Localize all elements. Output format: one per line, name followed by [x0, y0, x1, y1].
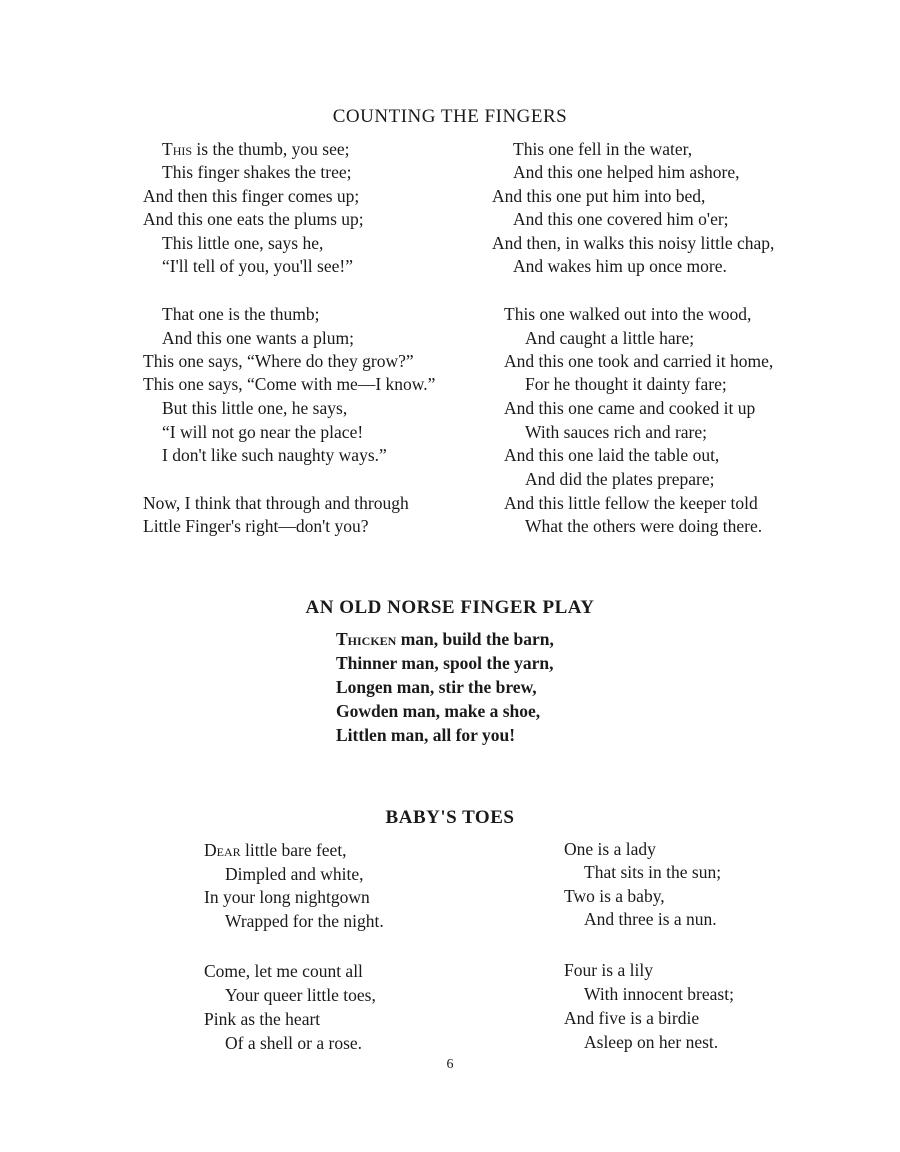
poem-line: Your queer little toes, — [225, 985, 376, 1005]
poem-line: That sits in the sun; — [584, 862, 722, 882]
poem-line: I don't like such naughty ways.” — [162, 445, 387, 465]
poem-line: Four is a lily — [564, 960, 653, 980]
poem-line: Longen man, stir the brew, — [336, 677, 537, 697]
page-number: 6 — [446, 1057, 454, 1072]
poem-line: This one says, “Where do they grow?” — [143, 351, 414, 371]
poem-line: Littlen man, all for you! — [336, 725, 516, 745]
poem-line: This one walked out into the wood, — [504, 304, 752, 324]
poem-line: And this one helped him ashore, — [513, 162, 740, 182]
poem-line: And this one wants a plum; — [162, 328, 354, 348]
poem-line: Of a shell or a rose. — [225, 1033, 363, 1053]
poem-line: Asleep on her nest. — [584, 1032, 719, 1052]
poem-line: Little Finger's right—don't you? — [143, 516, 369, 536]
poem-line: And five is a birdie — [564, 1008, 700, 1028]
poem-line: Gowden man, make a shoe, — [336, 701, 541, 721]
poem-line: Now, I think that through and through — [143, 493, 409, 513]
poem-title-old-norse-finger-play: AN OLD NORSE FINGER PLAY — [305, 597, 595, 618]
poem-line: And this little fellow the keeper told — [504, 493, 758, 513]
poem-line: “I'll tell of you, you'll see!” — [162, 256, 353, 276]
poem-line: “I will not go near the place! — [162, 422, 364, 442]
poem-line: And caught a little hare; — [525, 328, 695, 348]
poem-line: But this little one, he says, — [162, 398, 348, 418]
poem-line: And this one covered him o'er; — [513, 209, 729, 229]
poem-line: Dimpled and white, — [225, 864, 364, 884]
poem-line: Thicken man, build the barn, — [336, 629, 554, 649]
poem-line: This one says, “Come with me—I know.” — [143, 374, 436, 394]
poem-line: And then, in walks this noisy little chap, — [492, 233, 775, 253]
poem-title-babys-toes: BABY'S TOES — [385, 807, 515, 828]
poem-line: And this one eats the plums up; — [143, 209, 364, 229]
poem-line: This little one, says he, — [162, 233, 324, 253]
poem-line: For he thought it dainty fare; — [525, 374, 727, 394]
poem-line: In your long nightgown — [204, 887, 370, 907]
poem-line: And this one took and carried it home, — [504, 351, 774, 371]
poem-line: Come, let me count all — [204, 961, 363, 981]
poem-title-counting-the-fingers: COUNTING THE FINGERS — [332, 106, 568, 127]
poem-line: And did the plates prepare; — [525, 469, 715, 489]
poem-line: Pink as the heart — [204, 1009, 321, 1029]
poem-line: One is a lady — [564, 839, 656, 859]
poem-line: Wrapped for the night. — [225, 911, 384, 931]
poem-line: With innocent breast; — [584, 984, 734, 1004]
poem-line: This finger shakes the tree; — [162, 162, 352, 182]
poem-line: And this one put him into bed, — [492, 186, 706, 206]
poem-line: And wakes him up once more. — [513, 256, 727, 276]
poem-line: And three is a nun. — [584, 909, 717, 929]
poem-line: Dear little bare feet, — [204, 840, 347, 860]
poem-line: Two is a baby, — [564, 886, 665, 906]
poem-line: This one fell in the water, — [513, 139, 693, 159]
poem-line: And then this finger comes up; — [143, 186, 360, 206]
poem-line: That one is the thumb; — [162, 304, 320, 324]
poem-line: This is the thumb, you see; — [162, 139, 350, 159]
poem-line: And this one came and cooked it up — [504, 398, 756, 418]
poem-line: And this one laid the table out, — [504, 445, 720, 465]
poem-line: Thinner man, spool the yarn, — [336, 653, 554, 673]
poem-line: What the others were doing there. — [525, 516, 763, 536]
poem-line: With sauces rich and rare; — [525, 422, 707, 442]
